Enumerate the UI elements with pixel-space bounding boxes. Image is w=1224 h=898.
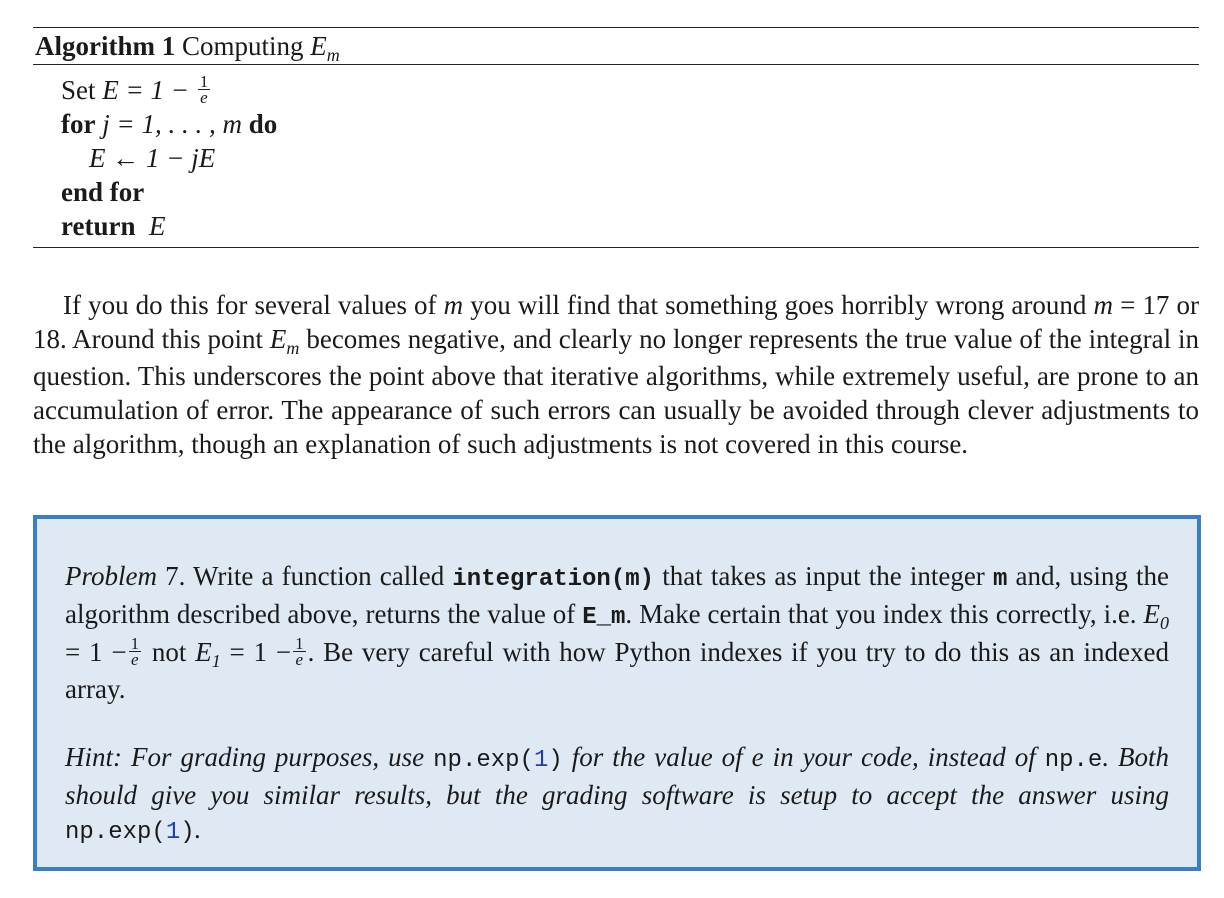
para-var-E: E — [269, 324, 287, 354]
end-for-keyword: end for — [61, 177, 145, 207]
hint-code-1-b: ) — [548, 747, 563, 774]
do-keyword: do — [248, 109, 278, 139]
para-var-m: m — [443, 290, 464, 320]
hint-code-3-num: 1 — [165, 819, 181, 846]
set-expression: E = 1 − — [102, 75, 189, 105]
para-var-E-sub: m — [286, 338, 300, 358]
hint-text-2: for the value of e in your code, instead of — [571, 742, 1036, 772]
problem-number: 7. — [165, 561, 186, 591]
problem-text-5: . Be very careful with how Python indexes if you try to do this as an indexed array. — [65, 637, 1170, 704]
e0-sub: 0 — [1160, 613, 1170, 633]
algorithm-title: Computing — [181, 31, 304, 61]
alg-line-for — [61, 107, 1199, 141]
e0-equation: = 1 − — [65, 637, 127, 667]
for-range: j = 1, . . . , m — [102, 109, 242, 139]
algorithm-body — [33, 65, 1199, 247]
algorithm-title-var: E — [310, 31, 327, 61]
hint-text — [65, 740, 1169, 850]
problem-content — [65, 559, 1169, 850]
for-keyword: for — [61, 109, 96, 139]
para-var-m-2: m — [1093, 290, 1113, 320]
return-value: E — [149, 211, 166, 241]
hint-code-1-a: np.exp( — [433, 747, 534, 774]
e1-fraction — [293, 634, 306, 670]
e1-var: E — [195, 637, 212, 667]
fraction-numerator: 1 — [199, 72, 209, 92]
hint-code-3 — [65, 819, 195, 846]
alg-line-set — [61, 73, 1199, 107]
return-code: E_m — [582, 604, 626, 631]
e0-frac-den: e — [131, 650, 139, 670]
para-text-3: = 17 or 18. Around this point — [33, 290, 1199, 354]
hint-code-1 — [433, 747, 563, 774]
set-keyword: Set — [61, 75, 96, 105]
problem-statement — [65, 559, 1169, 706]
e1-frac-den: e — [295, 650, 304, 670]
hint-code-3-a: np.exp( — [65, 819, 166, 846]
explanation-paragraph — [33, 288, 1199, 461]
fraction-denominator: e — [200, 88, 208, 108]
hint-code-2: np.e — [1044, 747, 1103, 774]
e1-sub: 1 — [211, 651, 221, 671]
arg-code: m — [992, 566, 1008, 593]
alg-line-update — [61, 141, 1199, 175]
algorithm-caption — [33, 28, 1199, 64]
problem-text-4: . Make certain that you index this correctly, i.e. — [625, 599, 1137, 629]
return-keyword: return — [61, 211, 136, 241]
hint-code-3-b: ) — [180, 819, 195, 846]
problem-box — [33, 515, 1201, 871]
fraction-one-over-e — [198, 72, 211, 108]
problem-label: Problem — [65, 561, 157, 591]
problem-text-2: that takes as input the integer — [662, 561, 985, 591]
bottom-rule — [33, 247, 1199, 248]
e1-equation: = 1 − — [229, 637, 292, 667]
e1-frac-num: 1 — [295, 634, 304, 654]
function-name-code: integration(m) — [452, 566, 655, 593]
problem-text-3: and, using the algorithm described above, returns the value of — [65, 561, 1169, 629]
algorithm-title-sub: m — [326, 45, 340, 65]
e0-frac-num: 1 — [130, 634, 140, 654]
algorithm-label: Algorithm 1 — [35, 31, 176, 61]
not-word: not — [151, 637, 187, 667]
algorithm-block — [33, 27, 1199, 248]
alg-line-return — [61, 209, 1199, 243]
problem-text-1: Write a function called — [193, 561, 445, 591]
hint-text-3: . Both should give you similar results, but the grading software is setup to accept the answer using — [65, 742, 1170, 810]
para-text-2: you will find that something goes horribly wrong around — [470, 290, 1087, 320]
para-text-1: If you do this for several values of — [63, 290, 437, 320]
para-text-4: becomes negative, and clearly no longer represents the true value of the integral in question. This underscores the point above that iterative algorithms, while extremely useful, are prone to an accumulation of error. The appearance of such errors can usually be avoided through clever adjustments to the algorithm, though an explanation of such adjustments is not covered in this course. — [33, 324, 1200, 459]
e0-var: E — [1143, 599, 1161, 629]
hint-code-1-num: 1 — [533, 747, 549, 774]
hint-text-1: Hint: For grading purposes, use — [65, 742, 425, 772]
alg-line-endfor — [61, 175, 1199, 209]
e0-fraction — [129, 634, 142, 670]
update-expression: E ← 1 − jE — [89, 143, 216, 173]
hint-text-4: . — [194, 814, 202, 844]
